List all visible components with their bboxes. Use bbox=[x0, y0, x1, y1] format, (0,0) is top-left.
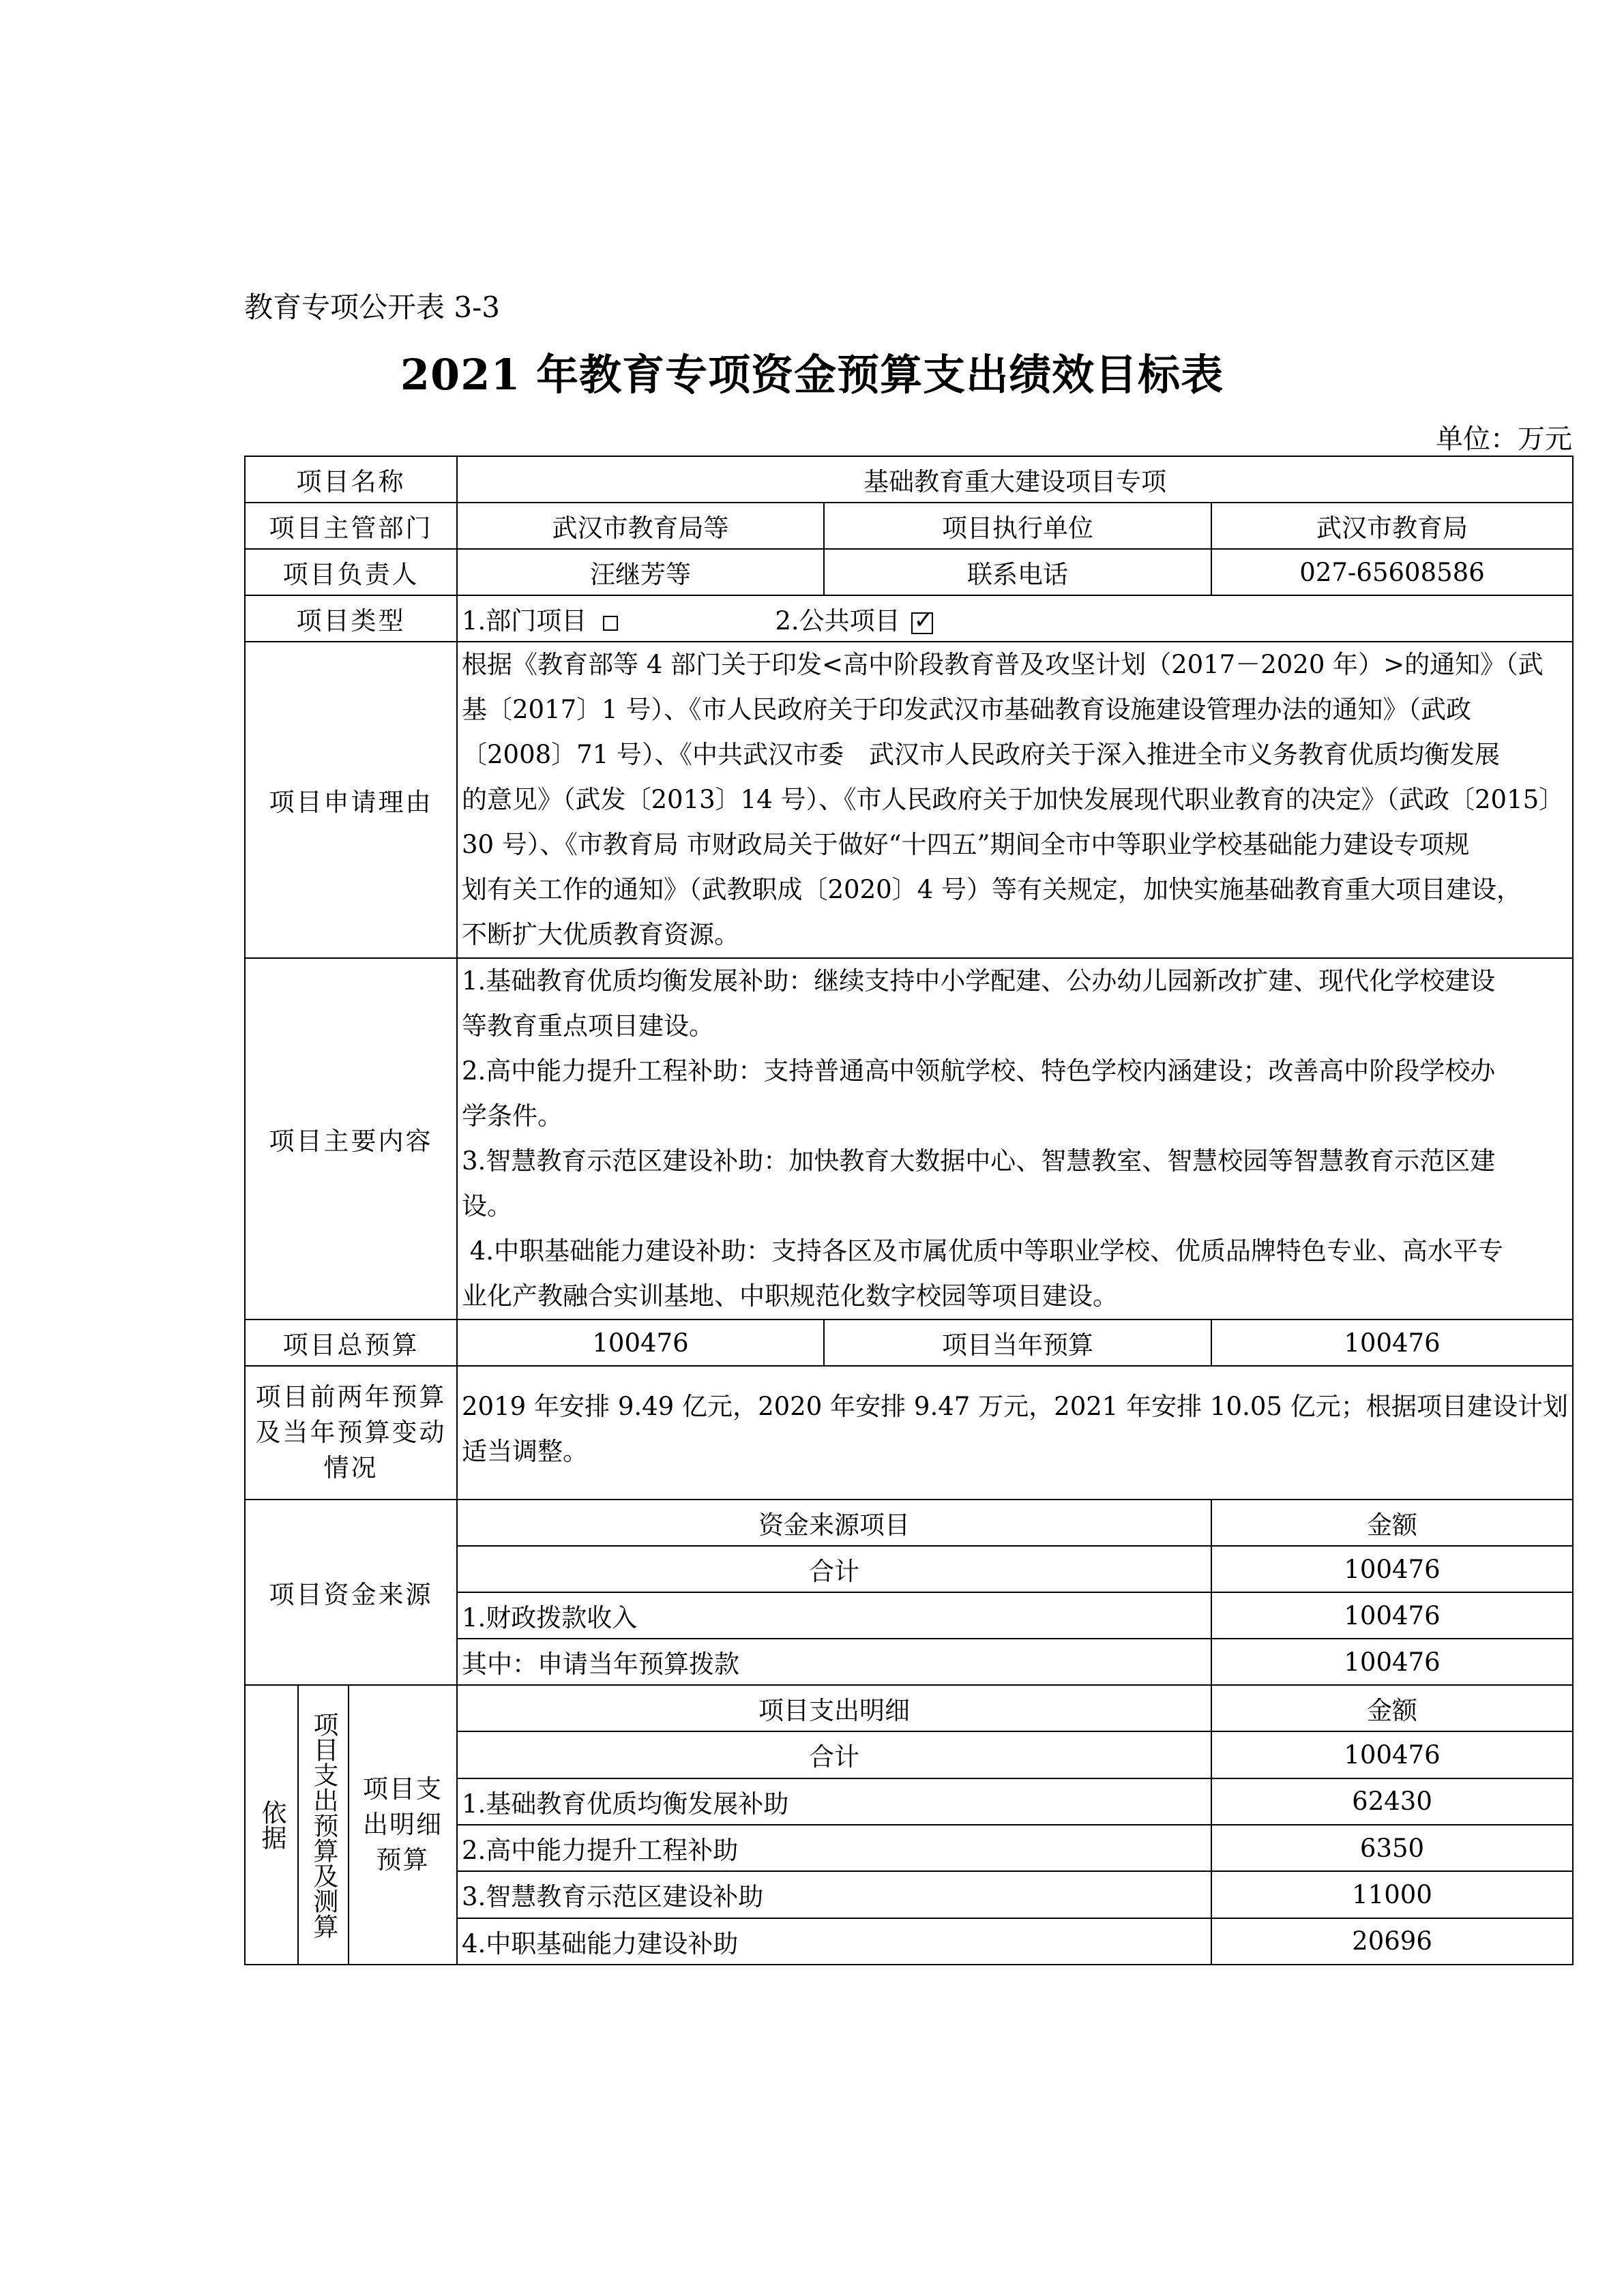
funds-item-name: 1.财政拨款收入 bbox=[457, 1592, 1211, 1639]
detail-header-item: 项目支出明细 bbox=[457, 1685, 1211, 1731]
content-line: 3.智慧教育示范区建设补助：加快教育大数据中心、智慧教室、智慧校园等智慧教育示范区建 bbox=[462, 1146, 1496, 1176]
basis-cell bbox=[245, 1685, 349, 1965]
row-project-name bbox=[245, 456, 1573, 503]
total-budget-value: 100476 bbox=[457, 1320, 824, 1366]
document-title: 2021 年教育专项资金预算支出绩效目标表 bbox=[400, 350, 1224, 400]
year-budget-label: 项目当年预算 bbox=[824, 1320, 1211, 1366]
dept-label: 项目主管部门 bbox=[245, 503, 457, 549]
funds-item-name: 其中：申请当年预算拨款 bbox=[457, 1639, 1211, 1685]
reason-line: 不断扩大优质教育资源。 bbox=[462, 920, 739, 949]
year-budget-value: 100476 bbox=[1211, 1320, 1573, 1366]
funds-item-amount: 100476 bbox=[1211, 1546, 1573, 1592]
row-funds-header bbox=[245, 1500, 1573, 1546]
funds-item-amount: 100476 bbox=[1211, 1592, 1573, 1639]
funds-item-amount: 100476 bbox=[1211, 1639, 1573, 1685]
funds-label: 项目资金来源 bbox=[245, 1500, 457, 1685]
content-line: 设。 bbox=[462, 1191, 512, 1221]
detail-item-amount: 62430 bbox=[1211, 1778, 1573, 1825]
detail-item-name: 2.高中能力提升工程补助 bbox=[457, 1825, 1211, 1871]
row-detail-header bbox=[245, 1685, 1573, 1731]
unit-label: 单位：万元 bbox=[1436, 423, 1572, 455]
content-line: 2.高中能力提升工程补助：支持普通高中领航学校、特色学校内涵建设；改善高中阶段学校办 bbox=[462, 1056, 1496, 1086]
type-options bbox=[457, 595, 1573, 642]
performance-target-table bbox=[244, 456, 1574, 1965]
content-line: 4.中职基础能力建设补助：支持各区及市属优质中等职业学校、优质品牌特色专业、高水平专 bbox=[462, 1236, 1504, 1266]
reason-line: 根据《教育部等 4 部门关于印发<高中阶段教育普及攻坚计划（2017－2020 年）>的通知》（武 bbox=[462, 650, 1544, 679]
basis-sub-label: 项目支出预算及测算 bbox=[309, 1711, 338, 1939]
detail-item-name: 1.基础教育优质均衡发展补助 bbox=[457, 1778, 1211, 1825]
content-line: 等教育重点项目建设。 bbox=[462, 1011, 714, 1041]
row-reason bbox=[245, 642, 1573, 958]
reason-line: 的意见》（武发〔2013〕14 号）、《市人民政府关于加快发展现代职业教育的决定》（武政〔2015〕 bbox=[462, 785, 1565, 814]
row-project-type bbox=[245, 595, 1573, 642]
reason-label: 项目申请理由 bbox=[245, 642, 457, 958]
exec-unit-label: 项目执行单位 bbox=[824, 503, 1211, 549]
project-name-value: 基础教育重大建设项目专项 bbox=[457, 456, 1573, 503]
detail-header-amount: 金额 bbox=[1211, 1685, 1573, 1731]
content-line: 业化产教融合实训基地、中职规范化数字校园等项目建设。 bbox=[462, 1281, 1118, 1311]
type-option-department: 1.部门项目 bbox=[462, 606, 587, 636]
total-budget-label: 项目总预算 bbox=[245, 1320, 457, 1366]
reason-line: 30 号）、《市教育局 市财政局关于做好“十四五”期间全市中等职业学校基础能力建设专项规 bbox=[462, 830, 1470, 859]
detail-label: 项目支出明细预算 bbox=[349, 1685, 457, 1965]
row-total-budget bbox=[245, 1320, 1573, 1366]
row-department bbox=[245, 503, 1573, 549]
document-label: 教育专项公开表 3-3 bbox=[244, 290, 500, 324]
row-budget-change bbox=[245, 1366, 1573, 1500]
detail-item-name: 4.中职基础能力建设补助 bbox=[457, 1918, 1211, 1965]
leader-value: 汪继芳等 bbox=[457, 549, 824, 595]
checked-box-icon bbox=[911, 612, 933, 634]
leader-label: 项目负责人 bbox=[245, 549, 457, 595]
row-content bbox=[245, 958, 1573, 1320]
content-label: 项目主要内容 bbox=[245, 958, 457, 1320]
budget-change-label: 项目前两年预算及当年预算变动情况 bbox=[245, 1366, 457, 1500]
reason-line: 基〔2017〕1 号）、《市人民政府关于印发武汉市基础教育设施建设管理办法的通知》（武政 bbox=[462, 695, 1471, 724]
reason-line: 〔2008〕71 号）、《中共武汉市委 武汉市人民政府关于深入推进全市义务教育优质均衡发展 bbox=[462, 740, 1501, 769]
funds-header-item: 资金来源项目 bbox=[457, 1500, 1211, 1546]
detail-item-amount: 100476 bbox=[1211, 1731, 1573, 1778]
reason-line: 划有关工作的通知》（武教职成〔2020〕4 号）等有关规定，加快实施基础教育重大项目建设， bbox=[462, 875, 1522, 904]
funds-header-amount: 金额 bbox=[1211, 1500, 1573, 1546]
detail-item-amount: 6350 bbox=[1211, 1825, 1573, 1871]
type-option-public: 2.公共项目 bbox=[775, 606, 900, 636]
unchecked-box-icon bbox=[603, 616, 618, 631]
type-label: 项目类型 bbox=[245, 595, 457, 642]
content-text bbox=[457, 958, 1573, 1320]
detail-item-name: 3.智慧教育示范区建设补助 bbox=[457, 1871, 1211, 1918]
detail-item-amount: 11000 bbox=[1211, 1871, 1573, 1918]
dept-value: 武汉市教育局等 bbox=[457, 503, 824, 549]
funds-item-name: 合计 bbox=[457, 1546, 1211, 1592]
phone-value: 027-65608586 bbox=[1211, 549, 1573, 595]
detail-item-amount: 20696 bbox=[1211, 1918, 1573, 1965]
phone-label: 联系电话 bbox=[824, 549, 1211, 595]
basis-label: 依据 bbox=[257, 1800, 286, 1850]
content-line: 学条件。 bbox=[462, 1101, 563, 1131]
row-leader bbox=[245, 549, 1573, 595]
exec-unit-value: 武汉市教育局 bbox=[1211, 503, 1573, 549]
detail-item-name: 合计 bbox=[457, 1731, 1211, 1778]
project-name-label: 项目名称 bbox=[245, 456, 457, 503]
budget-change-text: 2019 年安排 9.49 亿元，2020 年安排 9.47 万元，2021 年安排 10.05 亿元；根据项目建设计划适当调整。 bbox=[457, 1366, 1573, 1500]
content-line: 1.基础教育优质均衡发展补助：继续支持中小学配建、公办幼儿园新改扩建、现代化学校建设 bbox=[462, 966, 1496, 996]
reason-text bbox=[457, 642, 1573, 958]
